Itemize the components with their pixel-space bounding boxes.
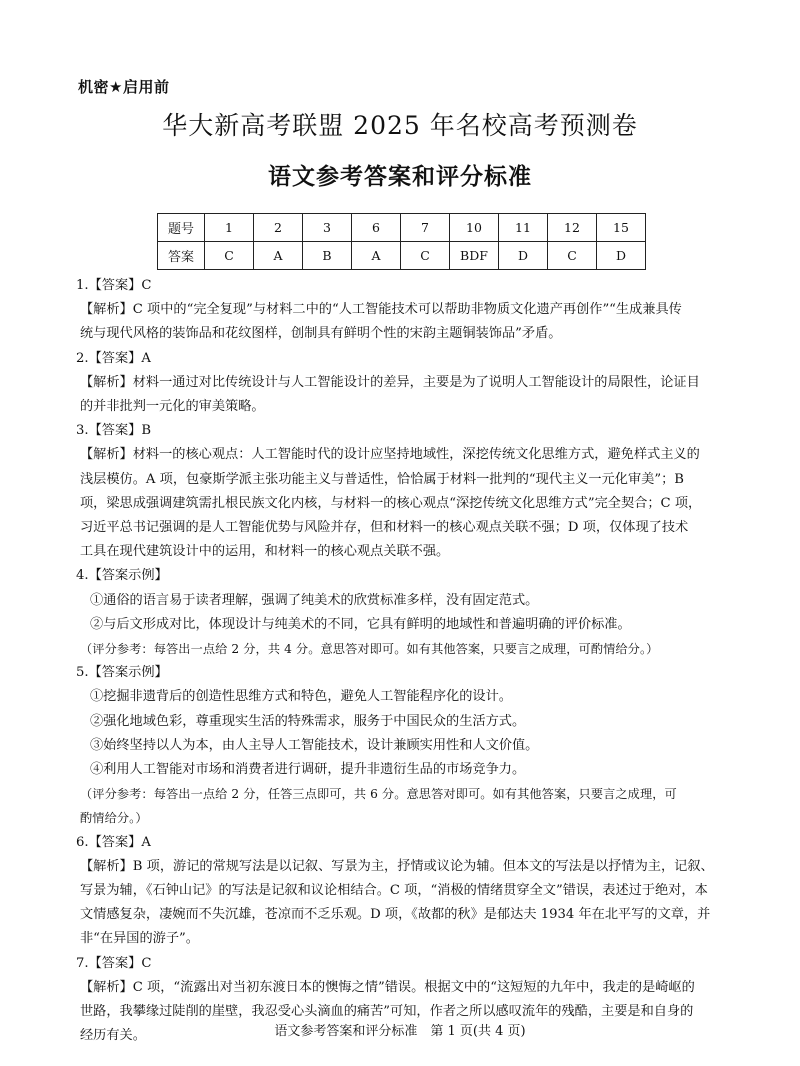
- question-3-analysis-line: 习近平总书记强调的是人工智能优势与风险并存，但和材料一的核心观点关联不强；D 项，仅体现了技术: [80, 520, 689, 536]
- question-4-point: ②与后文形成对比，体现设计与纯美术的不同，它具有鲜明的地域性和普遍明确的评价标准。: [90, 616, 631, 632]
- question-5-point: ②强化地域色彩，尊重现实生活的特殊需求，服务于中国民众的生活方式。: [90, 713, 526, 729]
- question-7-answer: 7.【答案】C: [76, 955, 152, 971]
- answer-cell: B: [303, 242, 352, 270]
- answer-cell: BDF: [450, 242, 499, 270]
- question-number-cell: 3: [303, 214, 352, 242]
- question-6-analysis-line: 文情感复杂，凄婉而不失沉雄，苍凉而不乏乐观。D 项，《故都的秋》是郁达夫 1934 年在北平写的文章，并: [80, 907, 711, 923]
- question-6-analysis-line: 非“在异国的游子”。: [80, 931, 199, 947]
- question-7-analysis-line: 【解析】C 项，“流露出对当初东渡日本的懊悔之情”错误。根据文中的“这短短的九年中，我走的是崎岖的: [80, 979, 695, 995]
- question-7-analysis-line: 经历有关。: [80, 1028, 146, 1044]
- question-1-analysis-line: 【解析】C 项中的“完全复现”与材料二中的“人工智能技术可以帮助非物质文化遗产再创作”“生成兼具传: [80, 302, 682, 318]
- question-2-analysis-line: 【解析】材料一通过对比传统设计与人工智能设计的差异，主要是为了说明人工智能设计的局限性，论证目: [80, 374, 700, 390]
- question-6-answer: 6.【答案】A: [76, 834, 151, 850]
- answer-table: [157, 213, 646, 270]
- question-6-analysis-line: 写景为辅，《石钟山记》的写法是记叙和议论相结合。C 项，“消极的情绪贯穿全文”错误，表述过于绝对，本: [80, 883, 708, 899]
- page-footer: 语文参考答案和评分标准 第 1 页(共 4 页): [274, 1024, 526, 1039]
- question-number-cell: 1: [205, 214, 254, 242]
- answer-cell: A: [352, 242, 401, 270]
- answer-cell: A: [254, 242, 303, 270]
- question-number-cell: 12: [548, 214, 597, 242]
- question-4-scoring-note: （评分参考：每答出一点给 2 分，共 4 分。意思答对即可。如有其他答案，只要言之成理，可酌情给分。）: [80, 642, 659, 657]
- main-title: 华大新高考联盟 2025 年名校高考预测卷: [162, 111, 638, 140]
- question-5-scoring-note: （评分参考：每答出一点给 2 分，任答三点即可，共 6 分。意思答对即可。如有其他答案，只要言之成理，可: [80, 787, 677, 802]
- question-number-cell: 15: [597, 214, 646, 242]
- answer-table-answer-row: [158, 242, 646, 270]
- question-number-cell: 2: [254, 214, 303, 242]
- row-label-answers: 答案: [158, 242, 205, 270]
- question-7-analysis-line: 世路，我攀缘过陡削的崖壁，我忍受心头滴血的痛苦”可知，作者之所以感叹流年的残酷，主要是和自身的: [80, 1004, 694, 1020]
- question-2-analysis-line: 的并非批判一元化的审美策略。: [80, 399, 265, 415]
- question-number-cell: 7: [401, 214, 450, 242]
- question-3-analysis-line: 项，梁思成强调建筑需扎根民族文化内核，与材料一的核心观点“深挖传统文化思维方式”完全契合；C 项，: [80, 495, 702, 511]
- secret-label: 机密★启用前: [78, 78, 170, 96]
- question-number-cell: 10: [450, 214, 499, 242]
- question-3-analysis-line: 【解析】材料一的核心观点：人工智能时代的设计应坚持地域性，深挖传统文化思维方式，避免样式主义的: [80, 447, 700, 463]
- answer-cell: C: [205, 242, 254, 270]
- question-5-scoring-note: 酌情给分。）: [80, 811, 148, 826]
- question-3-analysis-line: 浅层模仿。A 项，包豪斯学派主张功能主义与普适性，恰恰属于材料一批判的“现代主义一元化审美”；B: [80, 471, 684, 487]
- question-5-point: ①挖掘非遗背后的创造性思维方式和特色，避免人工智能程序化的设计。: [90, 689, 512, 705]
- question-4-answer: 4.【答案示例】: [76, 568, 168, 584]
- answer-cell: C: [548, 242, 597, 270]
- answer-cell: C: [401, 242, 450, 270]
- question-1-analysis-line: 统与现代风格的装饰品和花纹图样，创制具有鲜明个性的宋韵主题铜装饰品”矛盾。: [80, 326, 562, 342]
- question-6-analysis-line: 【解析】B 项，游记的常规写法是以记叙、写景为主，抒情或议论为辅。但本文的写法是以抒情为主，记叙、: [80, 858, 714, 874]
- row-label-numbers: 题号: [158, 214, 205, 242]
- question-3-answer: 3.【答案】B: [76, 423, 152, 439]
- question-5-point: ③始终坚持以人为本，由人主导人工智能技术，设计兼顾实用性和人文价值。: [90, 737, 539, 753]
- question-5-answer: 5.【答案示例】: [76, 665, 168, 681]
- sub-title: 语文参考答案和评分标准: [268, 164, 532, 190]
- question-2-answer: 2.【答案】A: [76, 350, 151, 366]
- question-3-analysis-line: 工具在现代建筑设计中的运用，和材料一的核心观点关联不强。: [80, 544, 450, 560]
- answer-explanations: [76, 274, 730, 1049]
- question-5-point: ④利用人工智能对市场和消费者进行调研，提升非遗衍生品的市场竞争力。: [90, 762, 526, 778]
- answer-table-number-row: [158, 214, 646, 242]
- question-1-answer: 1.【答案】C: [76, 278, 152, 293]
- question-number-cell: 11: [499, 214, 548, 242]
- answer-cell: D: [499, 242, 548, 270]
- answer-cell: D: [597, 242, 646, 270]
- question-number-cell: 6: [352, 214, 401, 242]
- question-4-point: ①通俗的语言易于读者理解，强调了纯美术的欣赏标准多样，没有固定范式。: [90, 592, 539, 608]
